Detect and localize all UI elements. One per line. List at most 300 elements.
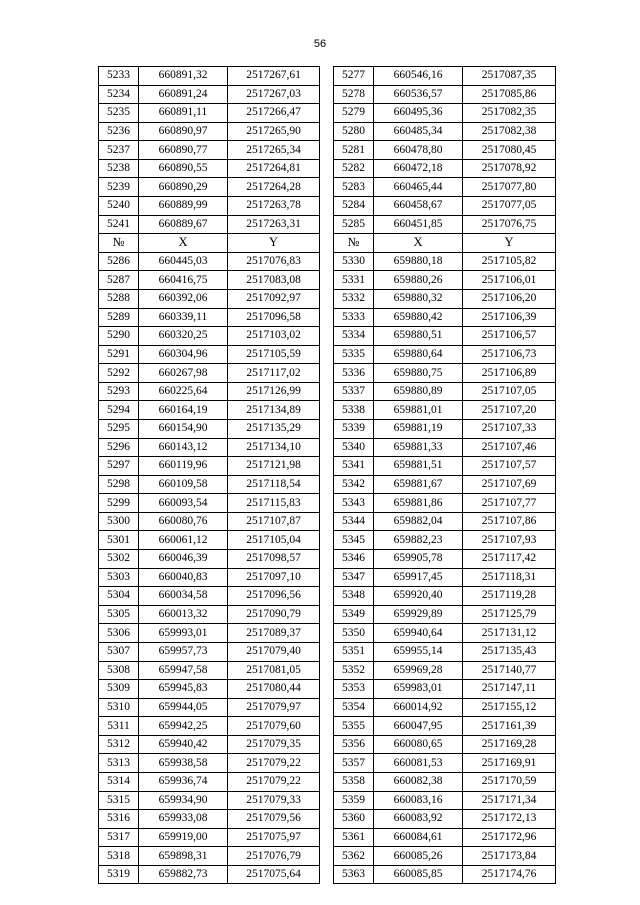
- y-coordinate-cell: 2517264,81: [228, 159, 320, 178]
- column-gap: [320, 847, 334, 866]
- x-coordinate-cell: 660267,98: [139, 364, 228, 383]
- point-number-cell: 5334: [334, 327, 374, 346]
- point-number-cell: 5295: [99, 419, 139, 438]
- y-coordinate-cell: 2517263,31: [228, 215, 320, 234]
- y-coordinate-cell: 2517267,03: [228, 85, 320, 104]
- x-coordinate-cell: 660109,58: [139, 475, 228, 494]
- x-coordinate-cell: 660083,16: [374, 791, 463, 810]
- y-coordinate-cell: 2517081,05: [228, 661, 320, 680]
- y-coordinate-cell: 2517147,11: [463, 680, 556, 699]
- point-number-cell: 5291: [99, 345, 139, 364]
- point-number-cell: 5359: [334, 791, 374, 810]
- table-row: [99, 791, 556, 810]
- column-gap: [320, 531, 334, 550]
- column-header-y: Y: [463, 234, 556, 253]
- point-number-cell: 5290: [99, 327, 139, 346]
- point-number-cell: 5302: [99, 550, 139, 569]
- y-coordinate-cell: 2517075,97: [228, 828, 320, 847]
- table-row: [99, 382, 556, 401]
- point-number-cell: 5347: [334, 568, 374, 587]
- point-number-cell: 5349: [334, 605, 374, 624]
- x-coordinate-cell: 660890,55: [139, 159, 228, 178]
- x-coordinate-cell: 660093,54: [139, 494, 228, 513]
- x-coordinate-cell: 660084,61: [374, 828, 463, 847]
- point-number-cell: 5362: [334, 847, 374, 866]
- table-row: [99, 289, 556, 308]
- y-coordinate-cell: 2517107,20: [463, 401, 556, 420]
- point-number-cell: 5330: [334, 252, 374, 271]
- y-coordinate-cell: 2517119,28: [463, 587, 556, 606]
- column-gap: [320, 550, 334, 569]
- x-coordinate-cell: 660040,83: [139, 568, 228, 587]
- y-coordinate-cell: 2517134,10: [228, 438, 320, 457]
- table-row: [99, 104, 556, 123]
- y-coordinate-cell: 2517172,96: [463, 828, 556, 847]
- column-gap: [320, 401, 334, 420]
- point-number-cell: 5279: [334, 104, 374, 123]
- y-coordinate-cell: 2517096,58: [228, 308, 320, 327]
- x-coordinate-cell: 659929,89: [374, 605, 463, 624]
- x-coordinate-cell: 659936,74: [139, 772, 228, 791]
- point-number-cell: 5292: [99, 364, 139, 383]
- x-coordinate-cell: 659881,51: [374, 457, 463, 476]
- point-number-cell: 5233: [99, 67, 139, 86]
- point-number-cell: 5235: [99, 104, 139, 123]
- table-row: [99, 772, 556, 791]
- x-coordinate-cell: 659957,73: [139, 642, 228, 661]
- x-coordinate-cell: 659898,31: [139, 847, 228, 866]
- y-coordinate-cell: 2517107,86: [463, 512, 556, 531]
- point-number-cell: 5340: [334, 438, 374, 457]
- y-coordinate-cell: 2517079,33: [228, 791, 320, 810]
- point-number-cell: 5293: [99, 382, 139, 401]
- column-gap: [320, 680, 334, 699]
- point-number-cell: 5356: [334, 735, 374, 754]
- point-number-cell: 5280: [334, 122, 374, 141]
- y-coordinate-cell: 2517106,20: [463, 289, 556, 308]
- point-number-cell: 5332: [334, 289, 374, 308]
- x-coordinate-cell: 660154,90: [139, 419, 228, 438]
- x-coordinate-cell: 660047,95: [374, 717, 463, 736]
- table-row: [99, 512, 556, 531]
- x-coordinate-cell: 659880,89: [374, 382, 463, 401]
- point-number-cell: 5289: [99, 308, 139, 327]
- x-coordinate-cell: 660485,34: [374, 122, 463, 141]
- table-row: [99, 401, 556, 420]
- table-row: [99, 197, 556, 216]
- x-coordinate-cell: 660451,85: [374, 215, 463, 234]
- x-coordinate-cell: 660478,80: [374, 141, 463, 160]
- point-number-cell: 5318: [99, 847, 139, 866]
- y-coordinate-cell: 2517078,92: [463, 159, 556, 178]
- point-number-cell: 5305: [99, 605, 139, 624]
- table-row: [99, 85, 556, 104]
- y-coordinate-cell: 2517107,77: [463, 494, 556, 513]
- x-coordinate-cell: 660536,57: [374, 85, 463, 104]
- column-gap: [320, 865, 334, 884]
- x-coordinate-cell: 659920,40: [374, 587, 463, 606]
- table-row: [99, 345, 556, 364]
- point-number-cell: 5353: [334, 680, 374, 699]
- x-coordinate-cell: 659880,42: [374, 308, 463, 327]
- y-coordinate-cell: 2517076,79: [228, 847, 320, 866]
- point-number-cell: 5313: [99, 754, 139, 773]
- point-number-cell: 5363: [334, 865, 374, 884]
- point-number-cell: 5286: [99, 252, 139, 271]
- column-gap: [320, 141, 334, 160]
- x-coordinate-cell: 660891,24: [139, 85, 228, 104]
- y-coordinate-cell: 2517266,47: [228, 104, 320, 123]
- column-gap: [320, 85, 334, 104]
- x-coordinate-cell: 660304,96: [139, 345, 228, 364]
- x-coordinate-cell: 659905,78: [374, 550, 463, 569]
- column-gap: [320, 438, 334, 457]
- y-coordinate-cell: 2517135,29: [228, 419, 320, 438]
- table-row: [99, 680, 556, 699]
- point-number-cell: 5277: [334, 67, 374, 86]
- column-gap: [320, 568, 334, 587]
- table-row: [99, 717, 556, 736]
- x-coordinate-cell: 659880,32: [374, 289, 463, 308]
- x-coordinate-cell: 660445,03: [139, 252, 228, 271]
- point-number-cell: 5283: [334, 178, 374, 197]
- point-number-cell: 5282: [334, 159, 374, 178]
- x-coordinate-cell: 660416,75: [139, 271, 228, 290]
- x-coordinate-cell: 660080,65: [374, 735, 463, 754]
- y-coordinate-cell: 2517118,31: [463, 568, 556, 587]
- x-coordinate-cell: 659880,51: [374, 327, 463, 346]
- table-row: [99, 271, 556, 290]
- point-number-cell: 5306: [99, 624, 139, 643]
- point-number-cell: 5300: [99, 512, 139, 531]
- x-coordinate-cell: 659983,01: [374, 680, 463, 699]
- point-number-cell: 5234: [99, 85, 139, 104]
- coordinates-table-body: [99, 67, 556, 884]
- x-coordinate-cell: 659940,42: [139, 735, 228, 754]
- x-coordinate-cell: 660890,29: [139, 178, 228, 197]
- column-gap: [320, 122, 334, 141]
- point-number-cell: 5352: [334, 661, 374, 680]
- x-coordinate-cell: 659944,05: [139, 698, 228, 717]
- y-coordinate-cell: 2517265,34: [228, 141, 320, 160]
- x-coordinate-cell: 660495,36: [374, 104, 463, 123]
- column-gap: [320, 642, 334, 661]
- y-coordinate-cell: 2517263,78: [228, 197, 320, 216]
- x-coordinate-cell: 660081,53: [374, 754, 463, 773]
- column-gap: [320, 419, 334, 438]
- point-number-cell: 5342: [334, 475, 374, 494]
- y-coordinate-cell: 2517076,75: [463, 215, 556, 234]
- table-row: [99, 810, 556, 829]
- point-number-cell: 5361: [334, 828, 374, 847]
- point-number-cell: 5360: [334, 810, 374, 829]
- y-coordinate-cell: 2517106,39: [463, 308, 556, 327]
- y-coordinate-cell: 2517079,22: [228, 754, 320, 773]
- point-number-cell: 5317: [99, 828, 139, 847]
- point-number-cell: 5358: [334, 772, 374, 791]
- x-coordinate-cell: 660085,26: [374, 847, 463, 866]
- y-coordinate-cell: 2517134,89: [228, 401, 320, 420]
- table-row: [99, 494, 556, 513]
- y-coordinate-cell: 2517079,56: [228, 810, 320, 829]
- x-coordinate-cell: 660225,64: [139, 382, 228, 401]
- x-coordinate-cell: 660143,12: [139, 438, 228, 457]
- y-coordinate-cell: 2517105,04: [228, 531, 320, 550]
- table-row: [99, 754, 556, 773]
- y-coordinate-cell: 2517105,59: [228, 345, 320, 364]
- y-coordinate-cell: 2517079,22: [228, 772, 320, 791]
- table-row: [99, 847, 556, 866]
- x-coordinate-cell: 660891,32: [139, 67, 228, 86]
- point-number-cell: 5351: [334, 642, 374, 661]
- point-number-cell: 5297: [99, 457, 139, 476]
- point-number-cell: 5281: [334, 141, 374, 160]
- y-coordinate-cell: 2517174,76: [463, 865, 556, 884]
- y-coordinate-cell: 2517089,37: [228, 624, 320, 643]
- column-gap: [320, 234, 334, 253]
- point-number-cell: 5348: [334, 587, 374, 606]
- table-row: [99, 865, 556, 884]
- point-number-cell: 5336: [334, 364, 374, 383]
- column-gap: [320, 772, 334, 791]
- x-coordinate-cell: 660085,85: [374, 865, 463, 884]
- column-gap: [320, 345, 334, 364]
- column-header-num: №: [334, 234, 374, 253]
- y-coordinate-cell: 2517107,33: [463, 419, 556, 438]
- point-number-cell: 5357: [334, 754, 374, 773]
- point-number-cell: 5335: [334, 345, 374, 364]
- x-coordinate-cell: 659881,86: [374, 494, 463, 513]
- y-coordinate-cell: 2517135,43: [463, 642, 556, 661]
- x-coordinate-cell: 659942,25: [139, 717, 228, 736]
- table-row: [99, 308, 556, 327]
- point-number-cell: 5350: [334, 624, 374, 643]
- y-coordinate-cell: 2517264,28: [228, 178, 320, 197]
- table-row: [99, 568, 556, 587]
- table-row: [99, 698, 556, 717]
- y-coordinate-cell: 2517106,57: [463, 327, 556, 346]
- point-number-cell: 5303: [99, 568, 139, 587]
- table-row: [99, 624, 556, 643]
- x-coordinate-cell: 659938,58: [139, 754, 228, 773]
- x-coordinate-cell: 660891,11: [139, 104, 228, 123]
- x-coordinate-cell: 660080,76: [139, 512, 228, 531]
- column-gap: [320, 754, 334, 773]
- x-coordinate-cell: 659969,28: [374, 661, 463, 680]
- y-coordinate-cell: 2517115,83: [228, 494, 320, 513]
- x-coordinate-cell: 659933,08: [139, 810, 228, 829]
- y-coordinate-cell: 2517077,80: [463, 178, 556, 197]
- point-number-cell: 5312: [99, 735, 139, 754]
- y-coordinate-cell: 2517131,12: [463, 624, 556, 643]
- point-number-cell: 5333: [334, 308, 374, 327]
- column-gap: [320, 494, 334, 513]
- x-coordinate-cell: 659993,01: [139, 624, 228, 643]
- y-coordinate-cell: 2517265,90: [228, 122, 320, 141]
- x-coordinate-cell: 659947,58: [139, 661, 228, 680]
- point-number-cell: 5296: [99, 438, 139, 457]
- header-row: [99, 234, 556, 253]
- point-number-cell: 5237: [99, 141, 139, 160]
- column-gap: [320, 605, 334, 624]
- point-number-cell: 5285: [334, 215, 374, 234]
- point-number-cell: 5310: [99, 698, 139, 717]
- column-gap: [320, 512, 334, 531]
- y-coordinate-cell: 2517090,79: [228, 605, 320, 624]
- y-coordinate-cell: 2517173,84: [463, 847, 556, 866]
- x-coordinate-cell: 659881,33: [374, 438, 463, 457]
- point-number-cell: 5354: [334, 698, 374, 717]
- x-coordinate-cell: 659880,18: [374, 252, 463, 271]
- table-row: [99, 364, 556, 383]
- y-coordinate-cell: 2517107,69: [463, 475, 556, 494]
- x-coordinate-cell: 659934,90: [139, 791, 228, 810]
- page-number: 56: [313, 38, 327, 50]
- y-coordinate-cell: 2517107,05: [463, 382, 556, 401]
- x-coordinate-cell: 659881,19: [374, 419, 463, 438]
- point-number-cell: 5309: [99, 680, 139, 699]
- x-coordinate-cell: 660392,06: [139, 289, 228, 308]
- x-coordinate-cell: 660889,67: [139, 215, 228, 234]
- column-gap: [320, 717, 334, 736]
- table-row: [99, 828, 556, 847]
- x-coordinate-cell: 659955,14: [374, 642, 463, 661]
- y-coordinate-cell: 2517076,83: [228, 252, 320, 271]
- column-gap: [320, 810, 334, 829]
- y-coordinate-cell: 2517097,10: [228, 568, 320, 587]
- x-coordinate-cell: 660034,58: [139, 587, 228, 606]
- point-number-cell: 5343: [334, 494, 374, 513]
- y-coordinate-cell: 2517083,08: [228, 271, 320, 290]
- column-gap: [320, 159, 334, 178]
- y-coordinate-cell: 2517125,79: [463, 605, 556, 624]
- column-gap: [320, 698, 334, 717]
- y-coordinate-cell: 2517117,42: [463, 550, 556, 569]
- table-row: [99, 531, 556, 550]
- y-coordinate-cell: 2517087,35: [463, 67, 556, 86]
- table-row: [99, 475, 556, 494]
- y-coordinate-cell: 2517126,99: [228, 382, 320, 401]
- point-number-cell: 5288: [99, 289, 139, 308]
- column-gap: [320, 735, 334, 754]
- column-header-x: X: [139, 234, 228, 253]
- table-row: [99, 67, 556, 86]
- x-coordinate-cell: 660164,19: [139, 401, 228, 420]
- x-coordinate-cell: 660546,16: [374, 67, 463, 86]
- x-coordinate-cell: 659917,45: [374, 568, 463, 587]
- point-number-cell: 5346: [334, 550, 374, 569]
- y-coordinate-cell: 2517107,87: [228, 512, 320, 531]
- y-coordinate-cell: 2517169,91: [463, 754, 556, 773]
- x-coordinate-cell: 659881,67: [374, 475, 463, 494]
- y-coordinate-cell: 2517103,02: [228, 327, 320, 346]
- column-gap: [320, 67, 334, 86]
- y-coordinate-cell: 2517107,46: [463, 438, 556, 457]
- y-coordinate-cell: 2517106,89: [463, 364, 556, 383]
- y-coordinate-cell: 2517267,61: [228, 67, 320, 86]
- point-number-cell: 5278: [334, 85, 374, 104]
- column-gap: [320, 457, 334, 476]
- x-coordinate-cell: 660013,32: [139, 605, 228, 624]
- point-number-cell: 5311: [99, 717, 139, 736]
- point-number-cell: 5294: [99, 401, 139, 420]
- column-gap: [320, 791, 334, 810]
- point-number-cell: 5298: [99, 475, 139, 494]
- column-gap: [320, 624, 334, 643]
- column-gap: [320, 252, 334, 271]
- x-coordinate-cell: 659880,75: [374, 364, 463, 383]
- point-number-cell: 5337: [334, 382, 374, 401]
- x-coordinate-cell: 659880,26: [374, 271, 463, 290]
- y-coordinate-cell: 2517098,57: [228, 550, 320, 569]
- table-row: [99, 550, 556, 569]
- y-coordinate-cell: 2517082,38: [463, 122, 556, 141]
- column-gap: [320, 587, 334, 606]
- point-number-cell: 5341: [334, 457, 374, 476]
- y-coordinate-cell: 2517140,77: [463, 661, 556, 680]
- y-coordinate-cell: 2517077,05: [463, 197, 556, 216]
- column-gap: [320, 215, 334, 234]
- x-coordinate-cell: 659919,00: [139, 828, 228, 847]
- point-number-cell: 5241: [99, 215, 139, 234]
- x-coordinate-cell: 660083,92: [374, 810, 463, 829]
- point-number-cell: 5236: [99, 122, 139, 141]
- column-gap: [320, 104, 334, 123]
- x-coordinate-cell: 660061,12: [139, 531, 228, 550]
- point-number-cell: 5239: [99, 178, 139, 197]
- point-number-cell: 5345: [334, 531, 374, 550]
- x-coordinate-cell: 659940,64: [374, 624, 463, 643]
- y-coordinate-cell: 2517080,45: [463, 141, 556, 160]
- y-coordinate-cell: 2517075,64: [228, 865, 320, 884]
- x-coordinate-cell: 659880,64: [374, 345, 463, 364]
- table-row: [99, 215, 556, 234]
- point-number-cell: 5307: [99, 642, 139, 661]
- y-coordinate-cell: 2517171,34: [463, 791, 556, 810]
- column-gap: [320, 308, 334, 327]
- y-coordinate-cell: 2517155,12: [463, 698, 556, 717]
- y-coordinate-cell: 2517079,40: [228, 642, 320, 661]
- point-number-cell: 5240: [99, 197, 139, 216]
- y-coordinate-cell: 2517106,01: [463, 271, 556, 290]
- y-coordinate-cell: 2517106,73: [463, 345, 556, 364]
- x-coordinate-cell: 660320,25: [139, 327, 228, 346]
- table-row: [99, 457, 556, 476]
- point-number-cell: 5316: [99, 810, 139, 829]
- x-coordinate-cell: 659882,23: [374, 531, 463, 550]
- column-header-num: №: [99, 234, 139, 253]
- y-coordinate-cell: 2517118,54: [228, 475, 320, 494]
- y-coordinate-cell: 2517107,93: [463, 531, 556, 550]
- y-coordinate-cell: 2517079,35: [228, 735, 320, 754]
- table-row: [99, 252, 556, 271]
- column-gap: [320, 327, 334, 346]
- column-gap: [320, 475, 334, 494]
- point-number-cell: 5355: [334, 717, 374, 736]
- point-number-cell: 5284: [334, 197, 374, 216]
- point-number-cell: 5301: [99, 531, 139, 550]
- point-number-cell: 5314: [99, 772, 139, 791]
- table-row: [99, 605, 556, 624]
- y-coordinate-cell: 2517117,02: [228, 364, 320, 383]
- column-gap: [320, 364, 334, 383]
- x-coordinate-cell: 660458,67: [374, 197, 463, 216]
- y-coordinate-cell: 2517107,57: [463, 457, 556, 476]
- column-gap: [320, 197, 334, 216]
- column-gap: [320, 178, 334, 197]
- table-row: [99, 587, 556, 606]
- x-coordinate-cell: 659882,73: [139, 865, 228, 884]
